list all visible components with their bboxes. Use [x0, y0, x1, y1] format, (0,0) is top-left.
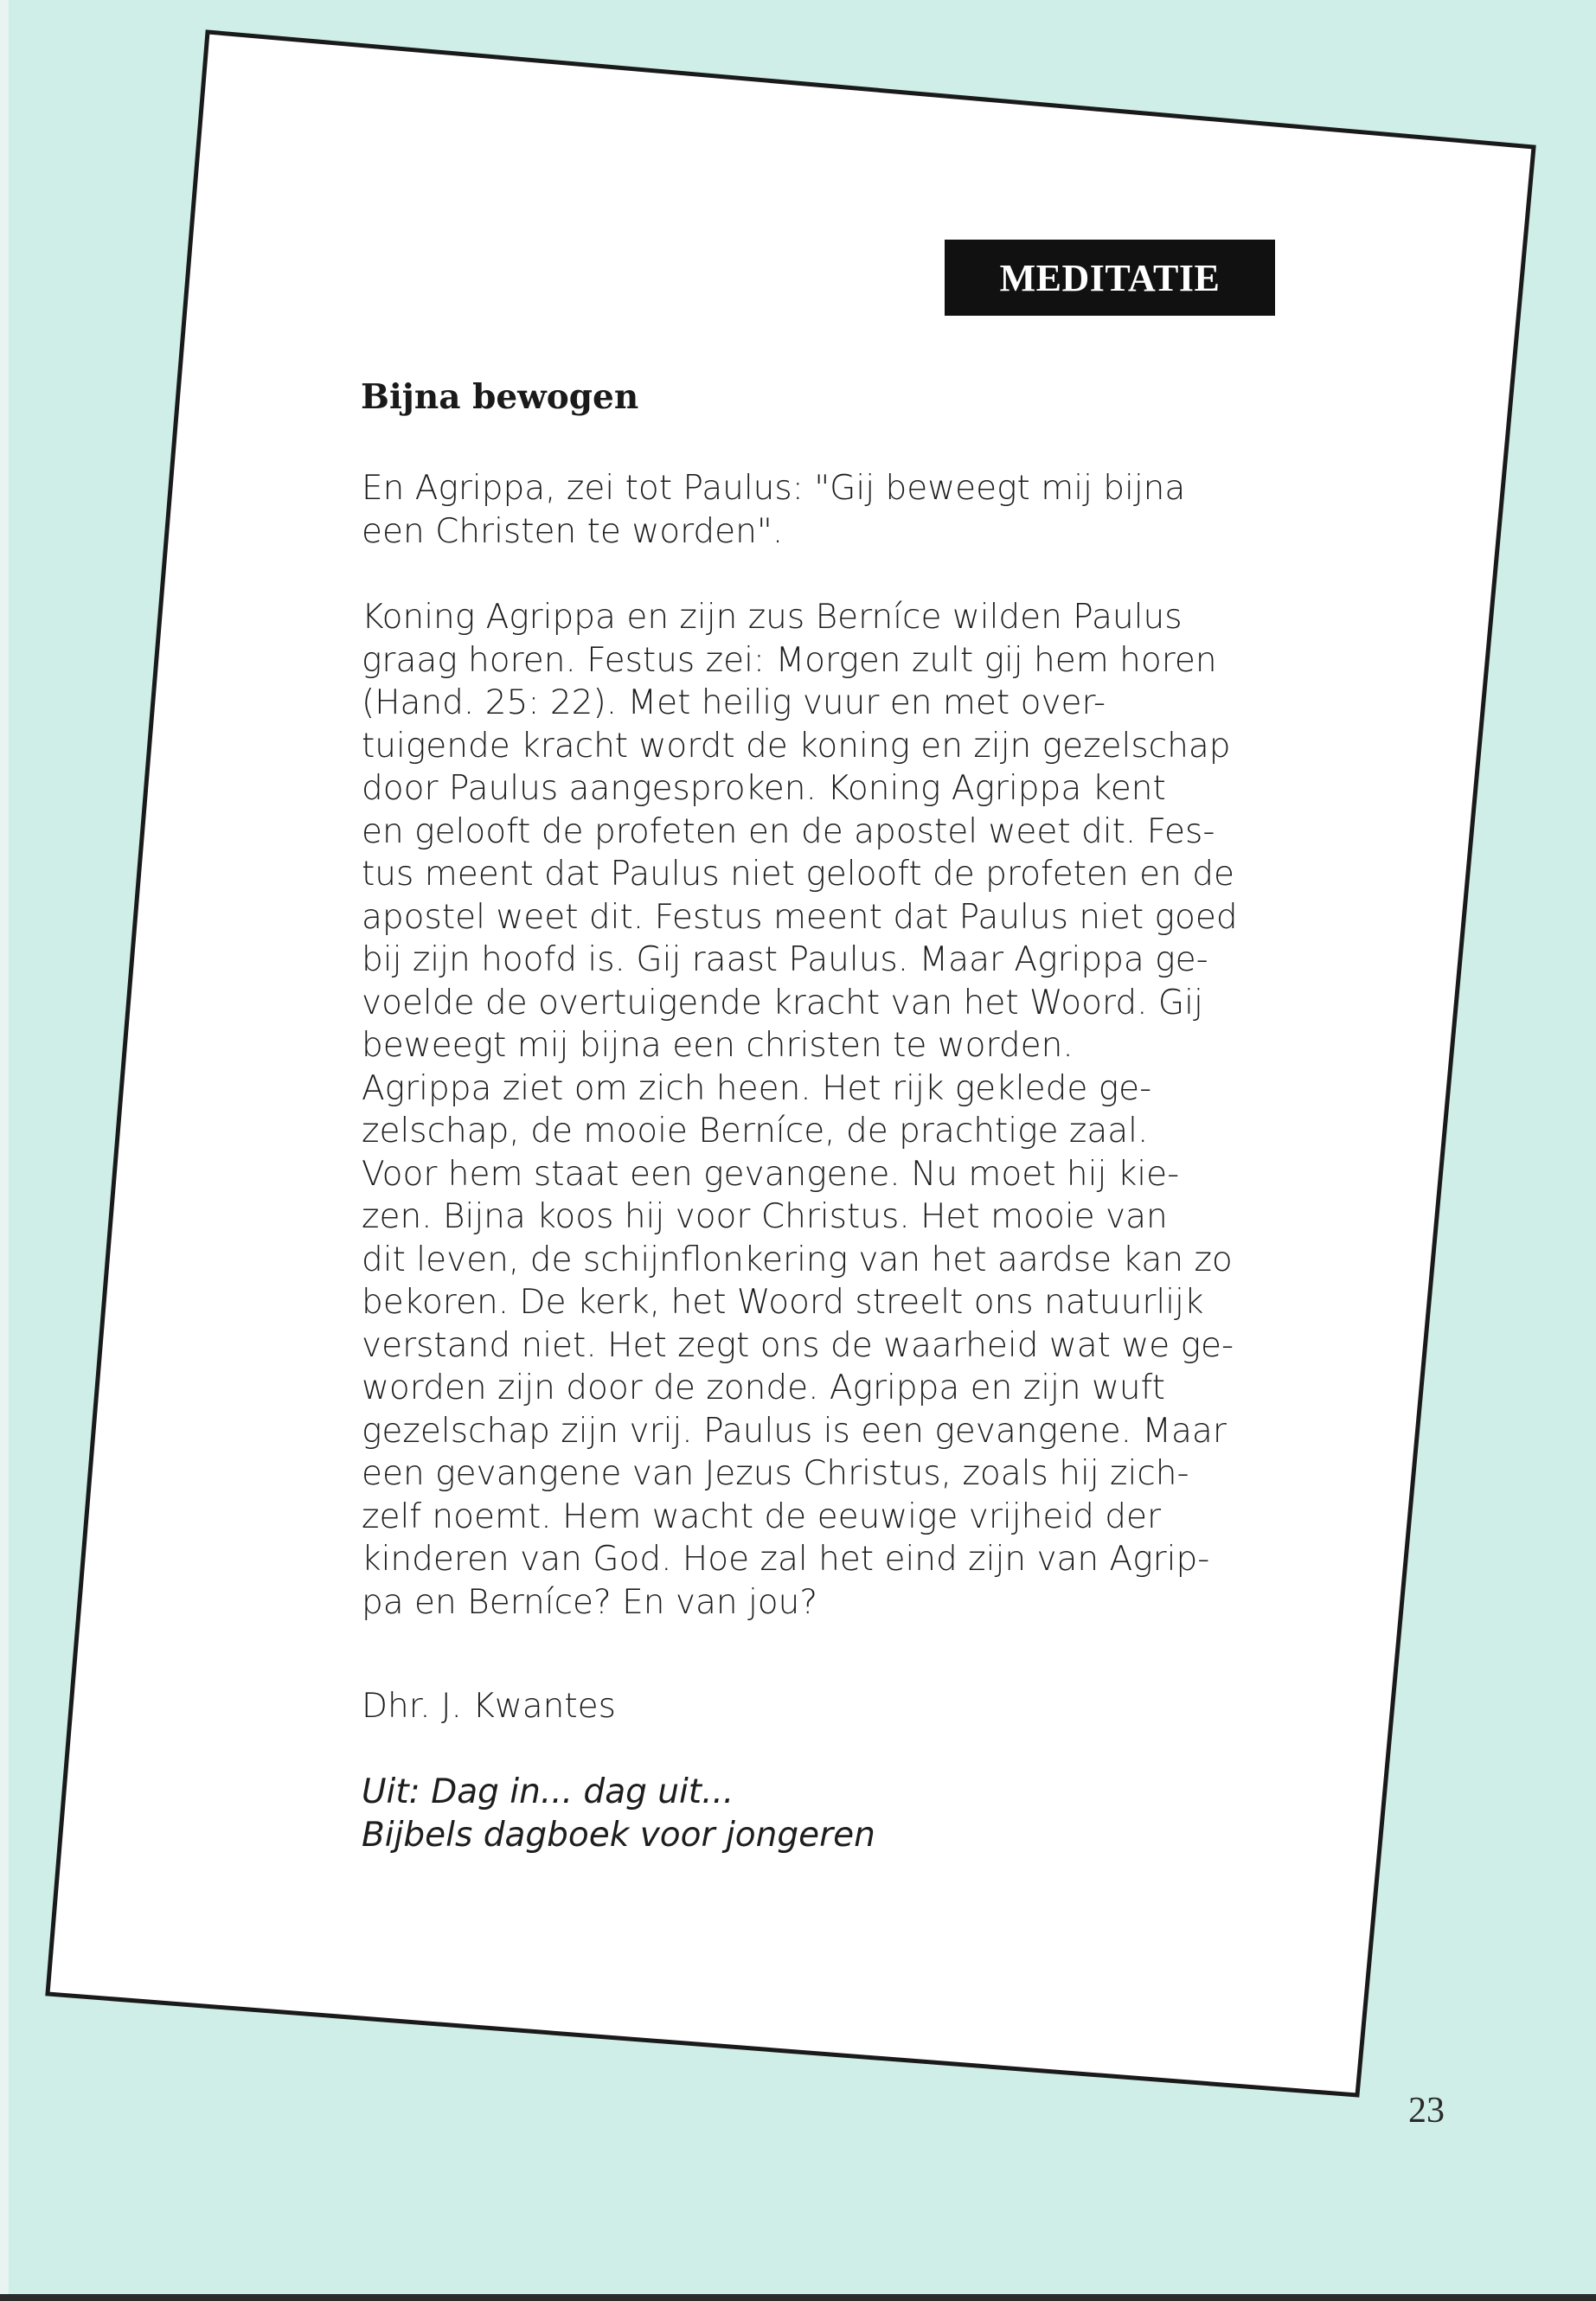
- body-line: Koning Agrippa en zijn zus Berníce wilden Paulus: [362, 598, 1183, 637]
- bottom-edge-strip: [0, 2294, 1596, 2301]
- body-line: door Paulus aangesproken. Koning Agrippa kent: [362, 769, 1166, 808]
- body-line: pa en Berníce? En van jou?: [362, 1582, 818, 1622]
- author-line: [362, 1685, 1244, 1728]
- article-body: [362, 596, 1244, 1624]
- body-line: Voor hem staat een gevangene. Nu moet hij kie-: [362, 1154, 1180, 1194]
- body-line: Agrippa ziet om zich heen. Het rijk geklede ge-: [362, 1068, 1152, 1108]
- section-badge: MEDITATIE: [945, 240, 1275, 316]
- body-line: bij zijn hoofd is. Gij raast Paulus. Maar Agrippa ge-: [362, 940, 1208, 979]
- body-line: tuigende kracht wordt de koning en zijn gezelschap: [362, 726, 1231, 766]
- body-line: dit leven, de schijnflonkering van het aardse kan zo: [362, 1240, 1233, 1279]
- body-line: graag horen. Festus zei: Morgen zult gij hem horen: [362, 640, 1217, 680]
- intro-quote: [362, 467, 1244, 553]
- body-line: zen. Bijna koos hij voor Christus. Het mooie van: [362, 1197, 1168, 1236]
- body-line: apostel weet dit. Festus meent dat Paulus niet goed: [362, 897, 1238, 937]
- body-line: zelf noemt. Hem wacht de eeuwige vrijheid der: [362, 1497, 1162, 1536]
- article-title: Bijna bewogen: [361, 377, 639, 417]
- body-line: een gevangene van Jezus Christus, zoals hij zich-: [362, 1454, 1189, 1493]
- source-line: Bijbels dagboek voor jongeren: [362, 1815, 875, 1855]
- source-citation: [362, 1771, 1244, 1856]
- body-line: gezelschap zijn vrij. Paulus is een gevangene. Maar: [362, 1411, 1227, 1451]
- body-line: verstand niet. Het zegt ons de waarheid wat we ge-: [362, 1325, 1234, 1365]
- author-name: Dhr. J. Kwantes: [362, 1687, 616, 1726]
- body-line: beweegt mij bijna een christen te worden.: [362, 1026, 1074, 1065]
- body-line: kinderen van God. Hoe zal het eind zijn van Agrip-: [362, 1540, 1210, 1579]
- body-line: en gelooft de profeten en de apostel weet dit. Fes-: [362, 811, 1215, 851]
- intro-line: En Agrippa, zei tot Paulus: "Gij beweegt mij bijna: [362, 469, 1186, 508]
- source-line: Uit: Dag in... dag uit...: [362, 1772, 734, 1811]
- body-line: worden zijn door de zonde. Agrippa en zijn wuft: [362, 1368, 1165, 1407]
- body-line: (Hand. 25: 22). Met heilig vuur en met over-: [362, 683, 1106, 722]
- intro-line: een Christen te worden".: [362, 511, 784, 551]
- body-line: tus meent dat Paulus niet gelooft de profeten en de: [362, 855, 1234, 894]
- body-line: zelschap, de mooie Berníce, de prachtige zaal.: [362, 1112, 1149, 1150]
- body-line: bekoren. De kerk, het Woord streelt ons natuurlijk: [362, 1283, 1204, 1322]
- page-number: 23: [1408, 2091, 1445, 2131]
- body-line: voelde de overtuigende kracht van het Woord. Gij: [362, 983, 1203, 1022]
